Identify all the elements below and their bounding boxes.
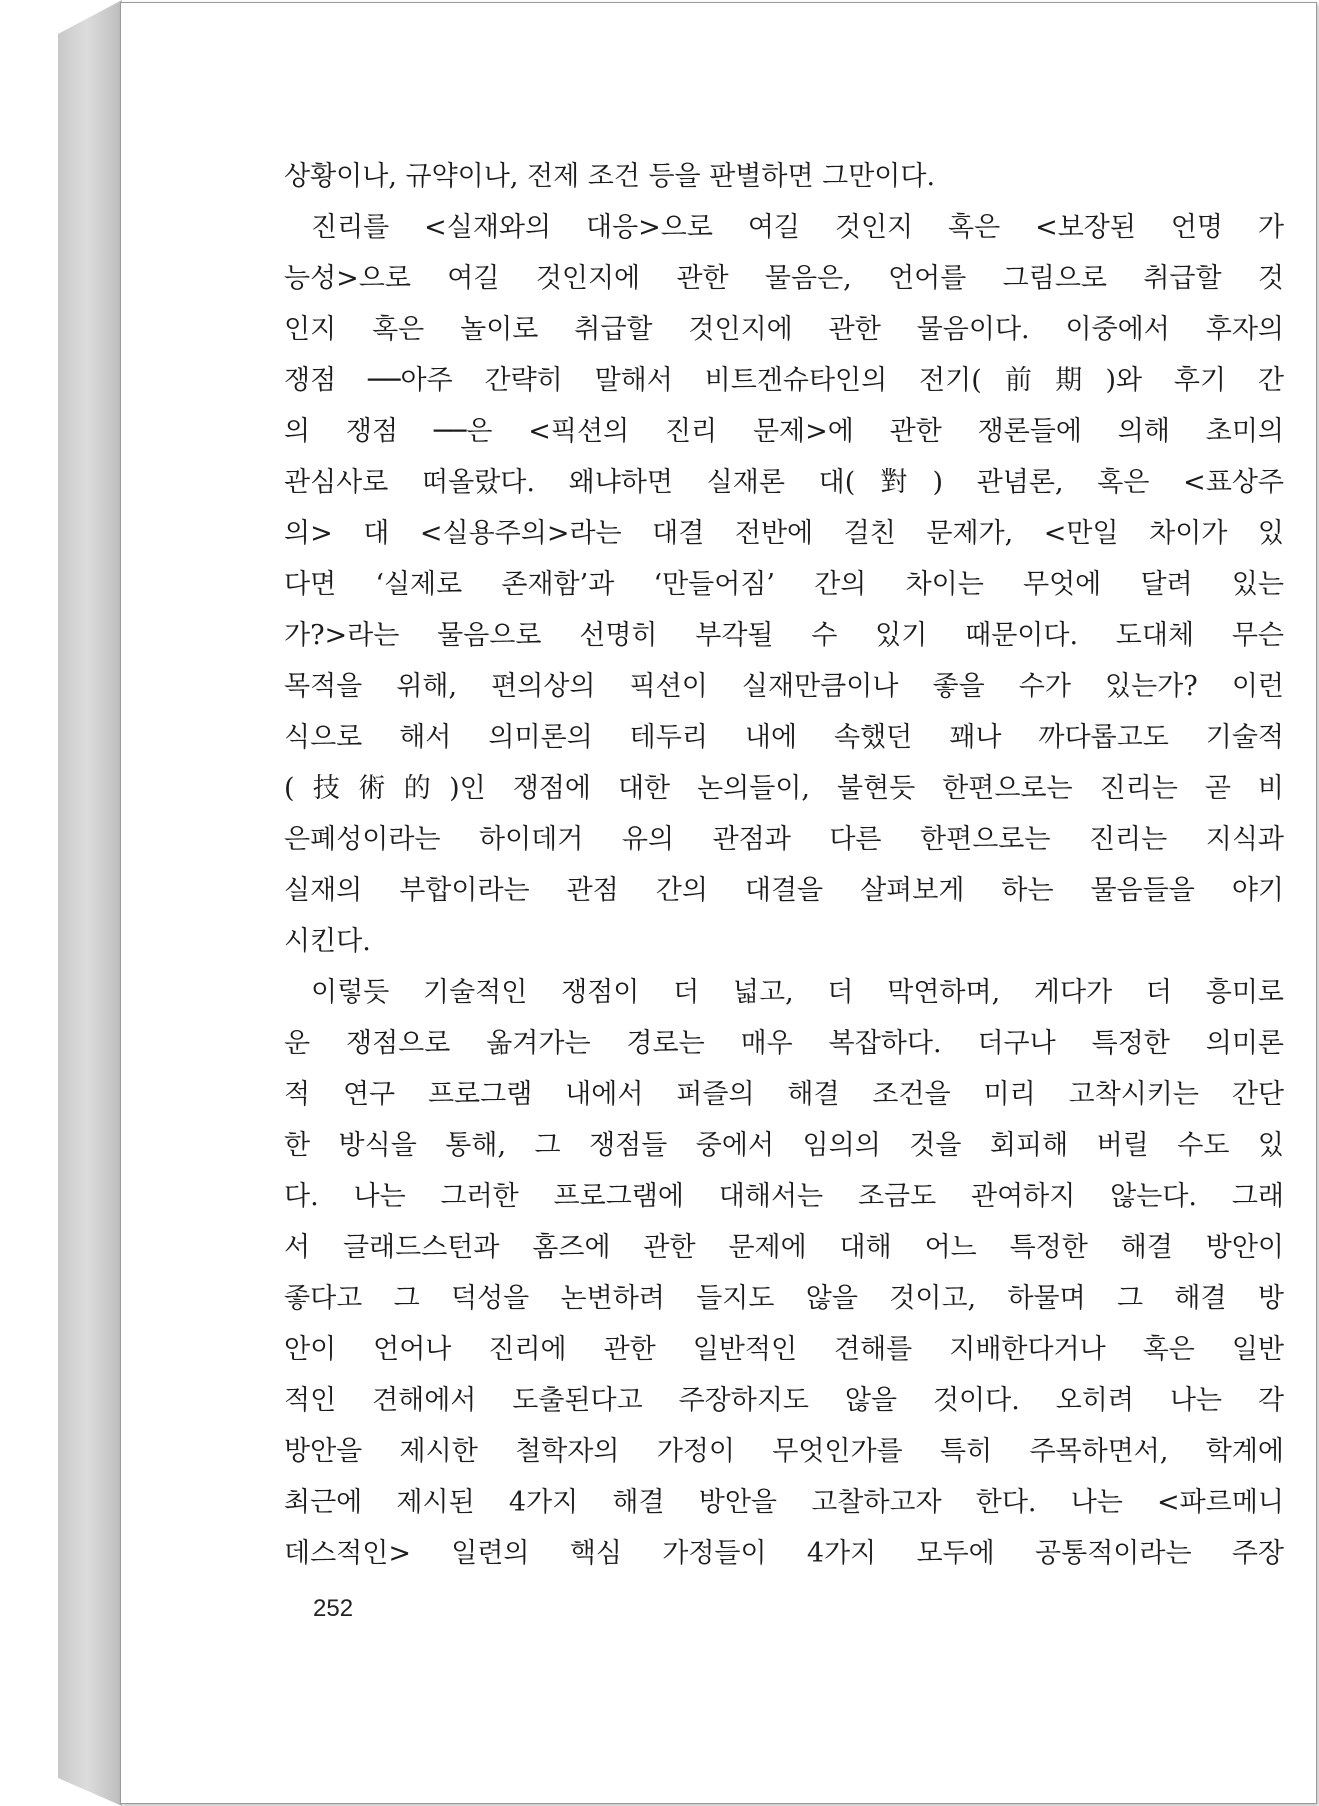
text-line: 서 글래드스턴과 홈즈에 관한 문제에 대해 어느 특정한 해결 방안이 xyxy=(284,1232,1284,1263)
text-line: 적인 견해에서 도출된다고 주장하지도 않을 것이다. 오히려 나는 각 xyxy=(284,1385,1284,1416)
text-line: (技術的)인 쟁점에 대한 논의들이, 불현듯 한편으로는 진리는 곧 비 xyxy=(284,773,1284,804)
text-line: 진리를 <실재와의 대응>으로 여길 것인지 혹은 <보장된 언명 가 xyxy=(311,212,1284,243)
text-line: 의 쟁점 ──은 <픽션의 진리 문제>에 관한 쟁론들에 의해 초미의 xyxy=(284,416,1284,447)
text-line: 방안을 제시한 철학자의 가정이 무엇인가를 특히 주목하면서, 학계에 xyxy=(284,1436,1284,1467)
text-line: 목적을 위해, 편의상의 픽션이 실재만큼이나 좋을 수가 있는가? 이런 xyxy=(284,671,1284,702)
text-line: 쟁점 ──아주 간략히 말해서 비트겐슈타인의 전기(前期)와 후기 간 xyxy=(284,365,1284,396)
text-line: 다면 ‘실제로 존재함’과 ‘만들어짐’ 간의 차이는 무엇에 달려 있는 xyxy=(284,569,1284,600)
text-line: 안이 언어나 진리에 관한 일반적인 견해를 지배한다거나 혹은 일반 xyxy=(284,1334,1284,1365)
page-number: 252 xyxy=(313,1595,354,1622)
text-line: 이렇듯 기술적인 쟁점이 더 넓고, 더 막연하며, 게다가 더 흥미로 xyxy=(311,977,1284,1008)
text-line: 능성>으로 여길 것인지에 관한 물음은, 언어를 그림으로 취급할 것 xyxy=(284,263,1284,294)
text-line: 좋다고 그 덕성을 논변하려 들지도 않을 것이고, 하물며 그 해결 방 xyxy=(284,1283,1284,1314)
book-page xyxy=(120,2,1317,1804)
book-spine xyxy=(58,0,122,1806)
text-line: 가?>라는 물음으로 선명히 부각될 수 있기 때문이다. 도대체 무슨 xyxy=(284,620,1284,651)
text-line: 인지 혹은 놀이로 취급할 것인지에 관한 물음이다. 이중에서 후자의 xyxy=(284,314,1284,345)
text-line: 데스적인> 일련의 핵심 가정들이 4가지 모두에 공통적이라는 주장 xyxy=(284,1538,1284,1569)
text-line: 적 연구 프로그램 내에서 퍼즐의 해결 조건을 미리 고착시키는 간단 xyxy=(284,1079,1284,1110)
text-line: 한 방식을 통해, 그 쟁점들 중에서 임의의 것을 회피해 버릴 수도 있 xyxy=(284,1130,1284,1161)
body-text xyxy=(284,151,1284,1579)
text-line: 최근에 제시된 4가지 해결 방안을 고찰하고자 한다. 나는 <파르메니 xyxy=(284,1487,1284,1518)
text-line: 의> 대 <실용주의>라는 대결 전반에 걸친 문제가, <만일 차이가 있 xyxy=(284,518,1284,549)
text-line: 운 쟁점으로 옮겨가는 경로는 매우 복잡하다. 더구나 특정한 의미론 xyxy=(284,1028,1284,1059)
text-line: 식으로 해서 의미론의 테두리 내에 속했던 꽤나 까다롭고도 기술적 xyxy=(284,722,1284,753)
text-line: 다. 나는 그러한 프로그램에 대해서는 조금도 관여하지 않는다. 그래 xyxy=(284,1181,1284,1212)
text-line: 시킨다. xyxy=(284,926,371,957)
text-line: 은폐성이라는 하이데거 유의 관점과 다른 한편으로는 진리는 지식과 xyxy=(284,824,1284,855)
text-line: 상황이나, 규약이나, 전제 조건 등을 판별하면 그만이다. xyxy=(284,161,936,192)
text-line: 실재의 부합이라는 관점 간의 대결을 살펴보게 하는 물음들을 야기 xyxy=(284,875,1284,906)
text-line: 관심사로 떠올랐다. 왜냐하면 실재론 대(對) 관념론, 혹은 <표상주 xyxy=(284,467,1284,498)
